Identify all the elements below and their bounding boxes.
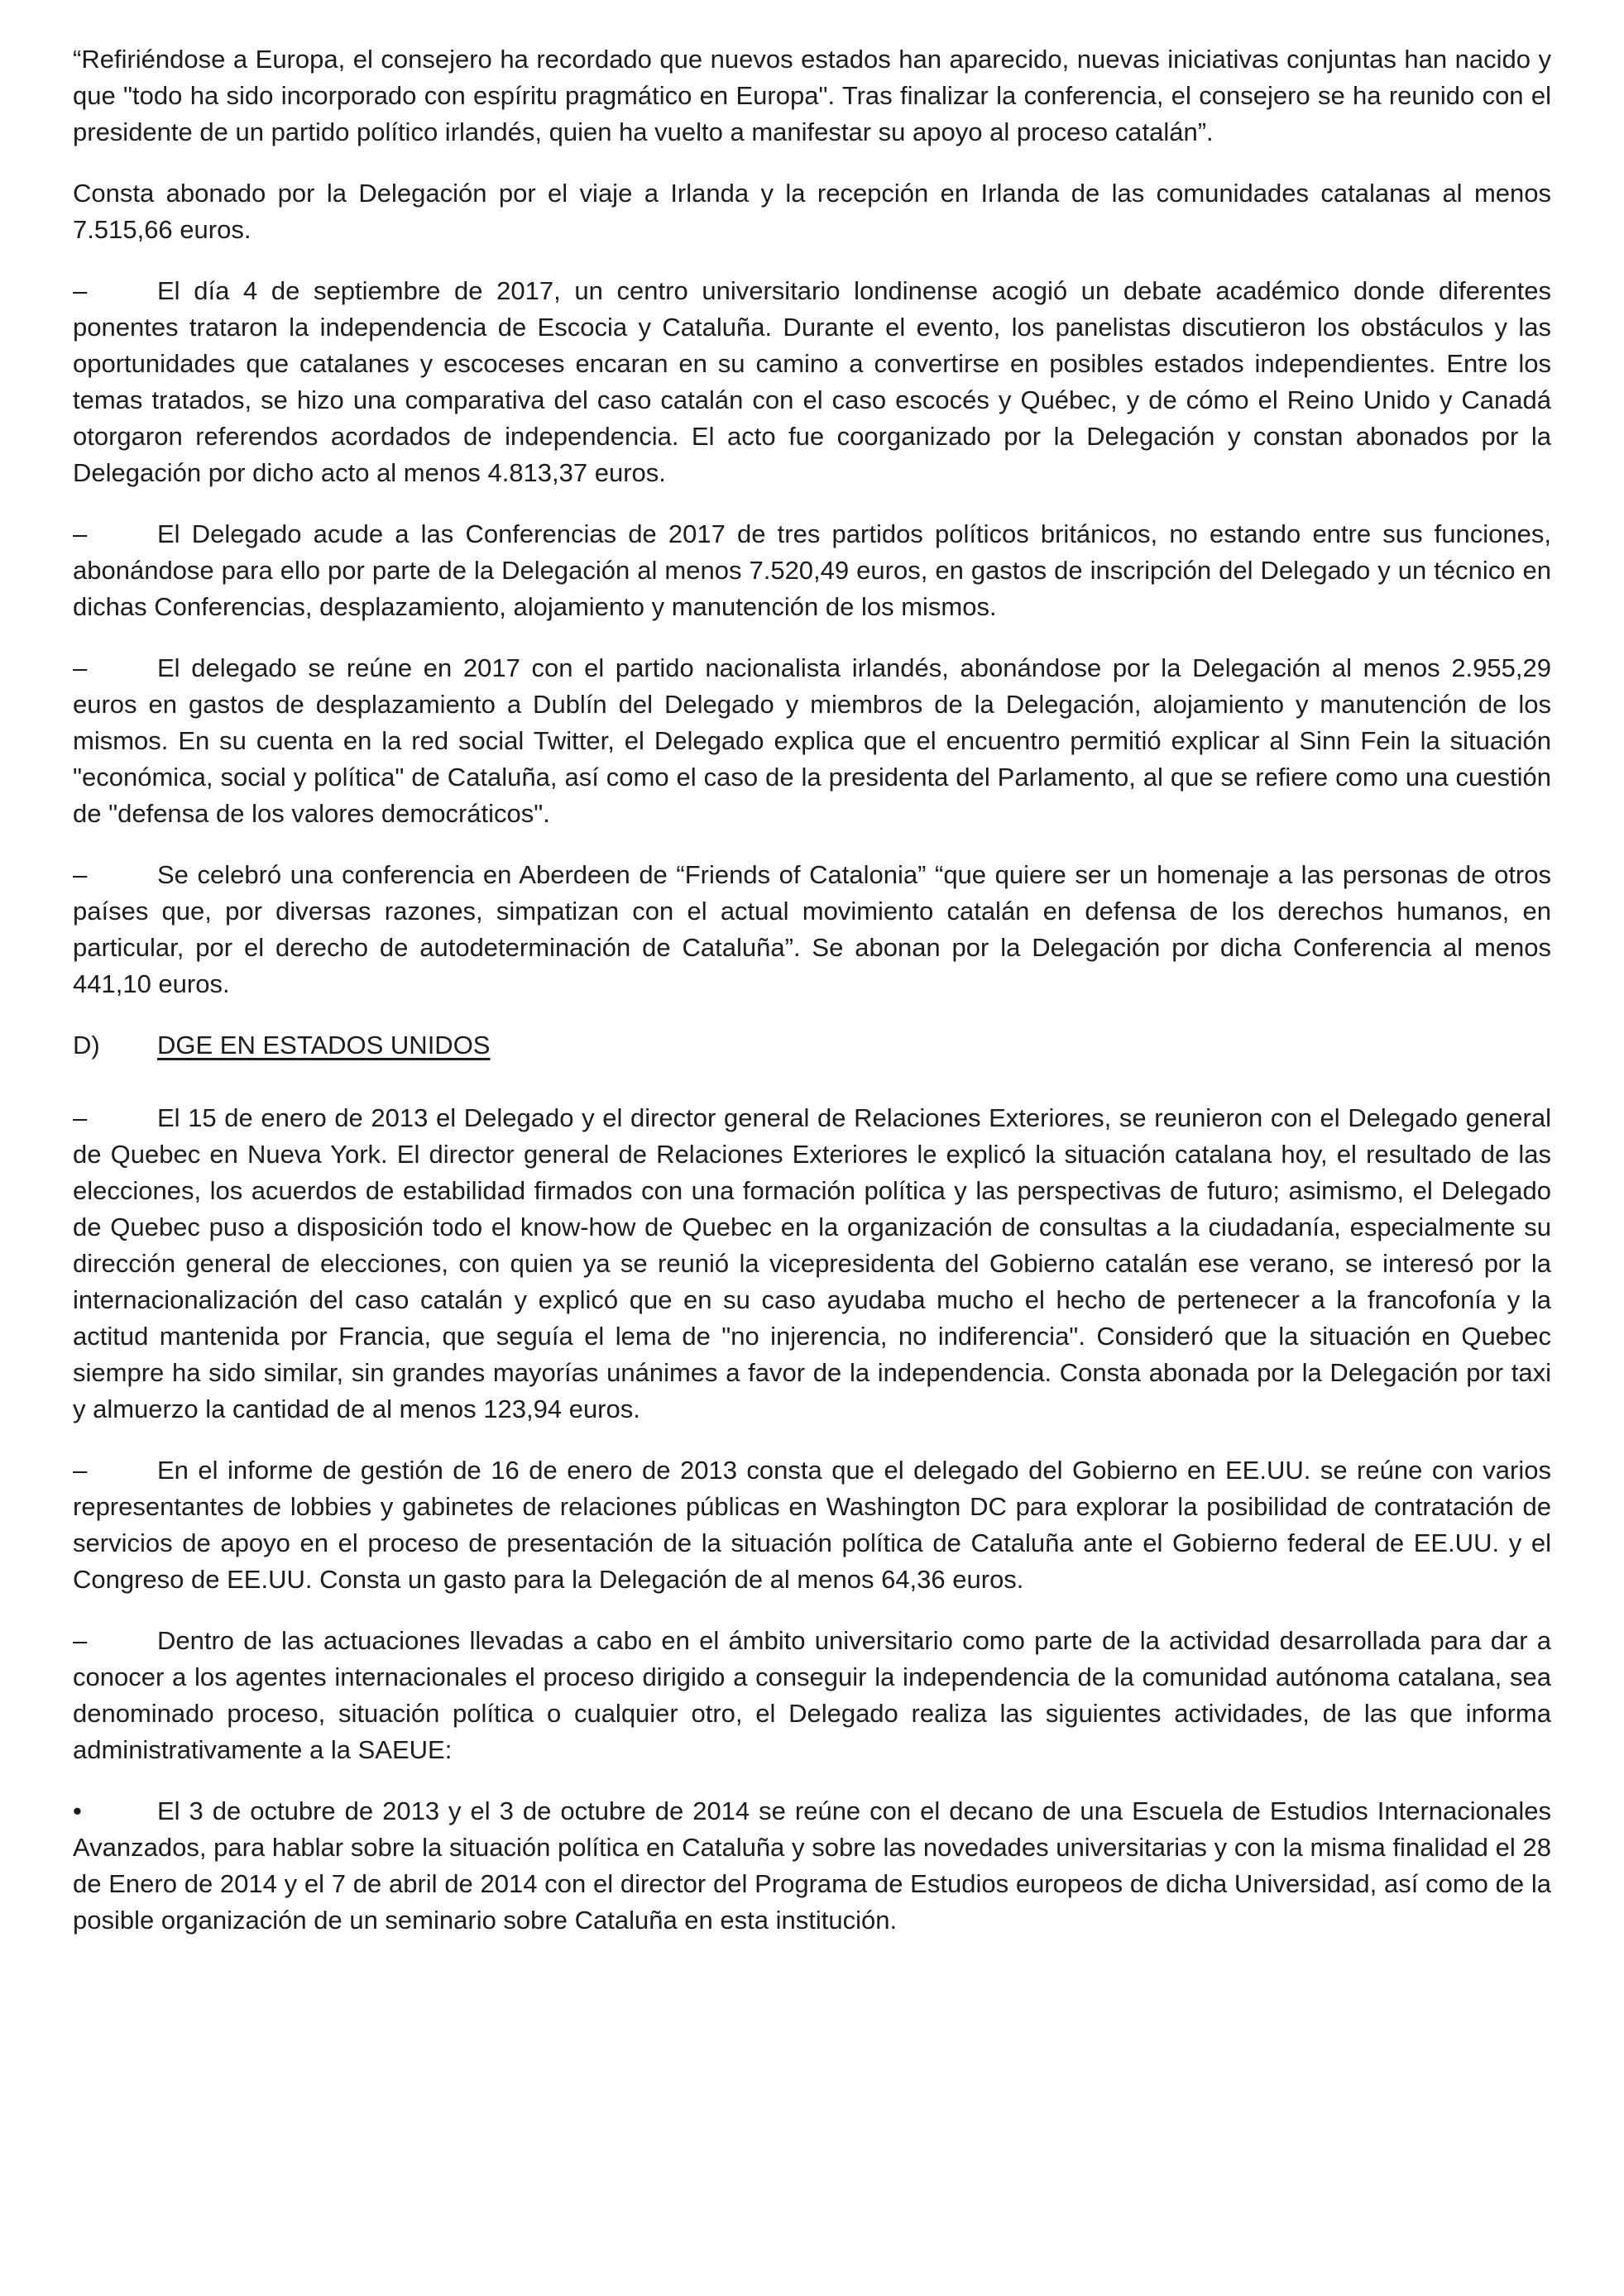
paragraph (73, 175, 1551, 248)
list-paragraph (73, 516, 1551, 625)
paragraph-text: El 15 de enero de 2013 el Delegado y el director general de Relaciones Exteriores, se reunieron con el Delegado general de Quebec en Nueva York. El director general de Relaciones Exteriores le explicó la situación catalana hoy, el resultado de las elecciones, los acuerdos de estabilidad firmados con una formación política y las perspectivas de futuro; asimismo, el Delegado de Quebec puso a disposición todo el know-how de Quebec en la organización de consultas a la ciudadanía, especialmente su dirección general de elecciones, con quien ya se reunió la vicepresidenta del Gobierno catalán ese verano, se interesó por la internacionalización del caso catalán y explicó que en su caso ayudaba mucho el hecho de pertenecer a la francofonía y la actitud mantenida por Francia, que seguía el lema de "no injerencia, no indiferencia". Consideró que la situación en Quebec siempre ha sido similar, sin grandes mayorías unánimes a favor de la independencia. Consta abonada por la Delegación por taxi y almuerzo la cantidad de al menos 123,94 euros. (73, 1103, 1551, 1423)
paragraph-text: El Delegado acude a las Conferencias de 2017 de tres partidos políticos británicos, no estando entre sus funciones, abonándose para ello por parte de la Delegación al menos 7.520,49 euros, en gastos de inscripción del Delegado y un técnico en dichas Conferencias, desplazamiento, alojamiento y manutención de los mismos. (73, 519, 1551, 621)
paragraph-text: Consta abonado por la Delegación por el viaje a Irlanda y la recepción en Irlanda de las comunidades catalanas al menos 7.515,66 euros. (73, 179, 1551, 244)
list-marker: – (73, 519, 88, 548)
section-title: DGE EN ESTADOS UNIDOS (157, 1031, 491, 1060)
paragraph-text: Dentro de las actuaciones llevadas a cabo en el ámbito universitario como parte de la actividad desarrollada para dar a conocer a los agentes internacionales el proceso dirigido a conseguir la independencia de la comunidad autónoma catalana, sea denominado proceso, situación política o cualquier otro, el Delegado realiza las siguientes actividades, de las que informa administrativamente a la SAEUE: (73, 1626, 1551, 1764)
list-paragraph (73, 857, 1551, 1002)
list-paragraph (73, 1100, 1551, 1428)
bullet-marker: • (73, 1796, 82, 1825)
section-letter: D) (73, 1031, 100, 1060)
list-paragraph (73, 650, 1551, 832)
paragraph-text: En el informe de gestión de 16 de enero de 2013 consta que el delegado del Gobierno en EE.UU. se reúne con varios representantes de lobbies y gabinetes de relaciones públicas en Washington DC para explorar la posibilidad de contratación de servicios de apoyo en el proceso de presentación de la situación política de Cataluña ante el Gobierno federal de EE.UU. y el Congreso de EE.UU. Consta un gasto para la Delegación de al menos 64,36 euros. (73, 1456, 1551, 1594)
list-marker: – (73, 276, 88, 305)
paragraph-text: El día 4 de septiembre de 2017, un centro universitario londinense acogió un debate académico donde diferentes ponentes trataron la independencia de Escocia y Cataluña. Durante el evento, los panelistas discutieron los obstáculos y las oportunidades que catalanes y escoceses encaran en su camino a convertirse en posibles estados independientes. Entre los temas tratados, se hizo una comparativa del caso catalán con el caso escocés y Québec, y de cómo el Reino Unido y Canadá otorgaron referendos acordados de independencia. El acto fue coorganizado por la Delegación y constan abonados por la Delegación por dicho acto al menos 4.813,37 euros. (73, 276, 1551, 487)
list-paragraph (73, 273, 1551, 491)
paragraph-text: El 3 de octubre de 2013 y el 3 de octubre de 2014 se reúne con el decano de una Escuela de Estudios Internacionales Avanzados, para hablar sobre la situación política en Cataluña y sobre las novedades universitarias y con la misma finalidad el 28 de Enero de 2014 y el 7 de abril de 2014 con el director del Programa de Estudios europeos de dicha Universidad, así como de la posible organización de un seminario sobre Cataluña en esta institución. (73, 1796, 1551, 1935)
list-marker: – (73, 860, 88, 889)
paragraph (73, 41, 1551, 151)
list-marker: – (73, 1103, 88, 1132)
list-marker: – (73, 1456, 88, 1485)
list-paragraph (73, 1452, 1551, 1598)
bullet-paragraph (73, 1793, 1551, 1939)
paragraph-text: “Refiriéndose a Europa, el consejero ha recordado que nuevos estados han aparecido, nuevas iniciativas conjuntas han nacido y que "todo ha sido incorporado con espíritu pragmático en Europa". Tras finalizar la conferencia, el consejero se ha reunido con el presidente de un partido político irlandés, quien ha vuelto a manifestar su apoyo al proceso catalán”. (73, 45, 1551, 146)
section-heading (73, 1027, 1551, 1064)
list-marker: – (73, 1626, 88, 1655)
list-marker: – (73, 653, 88, 682)
list-paragraph (73, 1623, 1551, 1768)
paragraph-text: El delegado se reúne en 2017 con el partido nacionalista irlandés, abonándose por la Delegación al menos 2.955,29 euros en gastos de desplazamiento a Dublín del Delegado y miembros de la Delegación, alojamiento y manutención de los mismos. En su cuenta en la red social Twitter, el Delegado explica que el encuentro permitió explicar al Sinn Fein la situación "económica, social y política" de Cataluña, así como el caso de la presidenta del Parlamento, al que se refiere como una cuestión de "defensa de los valores democráticos". (73, 653, 1551, 828)
paragraph-text: Se celebró una conferencia en Aberdeen de “Friends of Catalonia” “que quiere ser un homenaje a las personas de otros países que, por diversas razones, simpatizan con el actual movimiento catalán en defensa de los derechos humanos, en particular, por el derecho de autodeterminación de Cataluña”. Se abonan por la Delegación por dicha Conferencia al menos 441,10 euros. (73, 860, 1551, 998)
